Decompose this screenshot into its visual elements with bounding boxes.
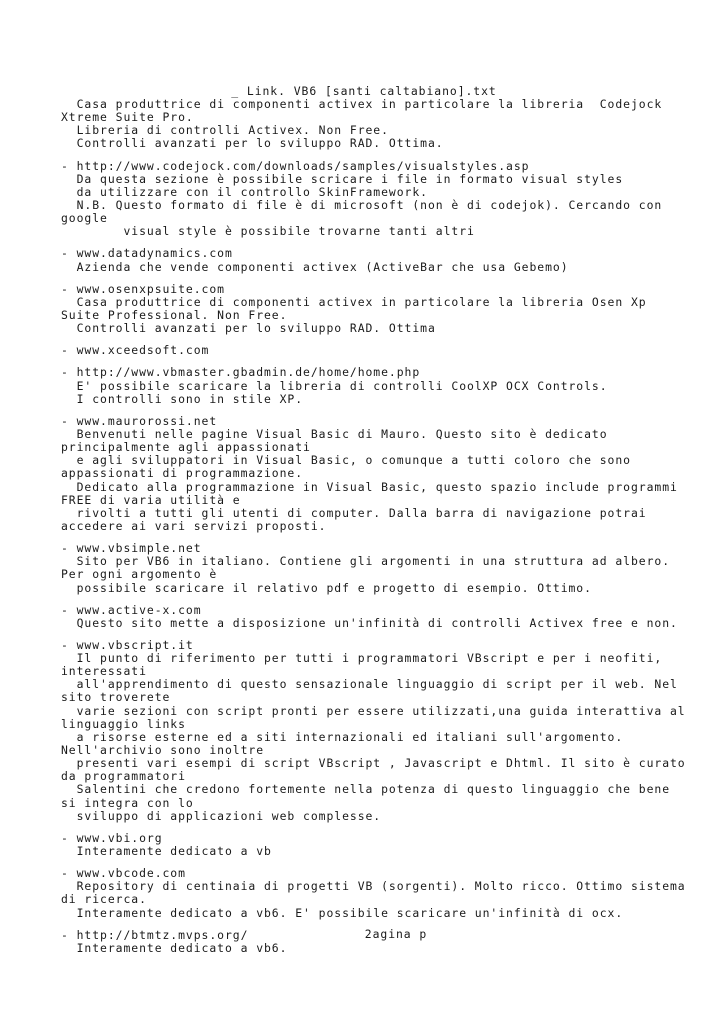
text-line: - www.datadynamics.com [61, 246, 233, 261]
text-line: Da questa sezione è possibile scricare i file in formato visual styles [61, 171, 624, 186]
page-footer [0, 928, 728, 941]
text-line: e agli sviluppatori in Visual Basic, o comunque a tutti coloro che sono [61, 453, 631, 468]
text-line: accedere ai vari servizi proposti. [61, 518, 327, 533]
text-line: FREE di varia utilità e [61, 492, 241, 507]
text-line: - http://www.vbmaster.gbadmin.de/home/home.php [61, 365, 421, 380]
text-line: a risorse esterne ed a siti internazionali ed italiani sull'argomento. [61, 729, 624, 744]
text-line: presenti vari esempi di script VBscript , Javascript e Dhtml. Il sito è curato [61, 756, 686, 771]
text-line: interessati [61, 664, 147, 679]
text-line: sito troverete [61, 690, 171, 705]
text-line: - www.vbsimple.net [61, 541, 202, 556]
text-line: Interamente dedicato a vb6. E' possibile scaricare un'infinità di ocx. [61, 905, 624, 920]
text-line: Sito per VB6 in italiano. Contiene gli argomenti in una struttura ad albero. [61, 554, 671, 569]
page-number-label: 2agina p [364, 927, 428, 941]
text-line: - www.vbcode.com [61, 866, 186, 881]
text-line: I controlli sono in stile XP. [61, 391, 304, 406]
text-line: Controlli avanzati per lo sviluppo RAD. Ottima. [61, 136, 444, 151]
text-line: appassionati di programmazione. [61, 466, 304, 481]
text-line: possibile scaricare il relativo pdf e progetto di esempio. Ottimo. [61, 580, 592, 595]
text-line: google [61, 211, 108, 226]
text-line: di ricerca. [61, 892, 147, 907]
text-line: Benvenuti nelle pagine Visual Basic di Mauro. Questo sito è dedicato [61, 426, 608, 441]
text-line: Repository di centinaia di progetti VB (sorgenti). Molto ricco. Ottimo sistema [61, 879, 686, 894]
text-line: N.B. Questo formato di file è di microsoft (non è di codejok). Cercando con [61, 197, 663, 212]
text-line: Per ogni argomento è [61, 567, 218, 582]
text-line: - www.active-x.com [61, 602, 202, 617]
text-line: all'apprendimento di questo sensazionale linguaggio di script per il web. Nel [61, 677, 678, 692]
text-line: Interamente dedicato a vb6. [61, 940, 288, 955]
text-line: si integra con lo [61, 795, 194, 810]
text-line: visual style è possibile trovarne tanti altri [61, 224, 475, 239]
text-line: Interamente dedicato a vb [61, 844, 272, 859]
text-line: Suite Professional. Non Free. [61, 307, 288, 322]
text-line: - www.xceedsoft.com [61, 343, 210, 358]
text-line: Salentini che credono fortemente nella potenza di questo linguaggio che bene [61, 782, 671, 797]
text-line: da utilizzare con il controllo SkinFramework. [61, 184, 428, 199]
text-line: principalmente agli appassionati [61, 440, 311, 455]
text-line: - www.osenxpsuite.com [61, 281, 225, 296]
document-body [61, 97, 686, 955]
text-line: Questo sito mette a disposizione un'infinità di controlli Activex free e non. [61, 615, 678, 630]
text-line: Libreria di controlli Activex. Non Free. [61, 123, 389, 138]
text-line: Il punto di riferimento per tutti i programmatori VBscript e per i neofiti, [61, 651, 663, 666]
text-line: Dedicato alla programmazione in Visual Basic, questo spazio include programmi [61, 479, 678, 494]
text-line: Nell'archivio sono inoltre [61, 743, 265, 758]
text-line: Controlli avanzati per lo sviluppo RAD. Ottima [61, 321, 436, 336]
text-line: Casa produttrice di componenti activex in particolare la libreria Osen Xp [61, 294, 647, 309]
text-line: - www.vbscript.it [61, 637, 194, 652]
text-line: E' possibile scaricare la libreria di controlli CoolXP OCX Controls. [61, 378, 608, 393]
text-line: sviluppo di applicazioni web complesse. [61, 808, 382, 823]
text-line: linguaggio links [61, 716, 186, 731]
text-line: Xtreme Suite Pro. [61, 110, 194, 125]
text-line: - www.maurorossi.net [61, 413, 218, 428]
text-line: rivolti a tutti gli utenti di computer. Dalla barra di navigazione potrai [61, 505, 647, 520]
text-line: da programmatori [61, 769, 186, 784]
text-line: - http://www.codejock.com/downloads/samples/visualstyles.asp [61, 158, 530, 173]
text-line: Casa produttrice di componenti activex in particolare la libreria Codejock [61, 97, 663, 111]
document-title: _ Link. VB6 [santi caltabiano].txt [231, 84, 497, 98]
text-line: - www.vbi.org [61, 830, 163, 845]
text-line: - http://btmtz.mvps.org/ [61, 927, 249, 942]
text-line: Azienda che vende componenti activex (ActiveBar che usa Gebemo) [61, 259, 569, 274]
text-line: varie sezioni con script pronti per essere utilizzati,una guida interattiva al [61, 703, 686, 718]
